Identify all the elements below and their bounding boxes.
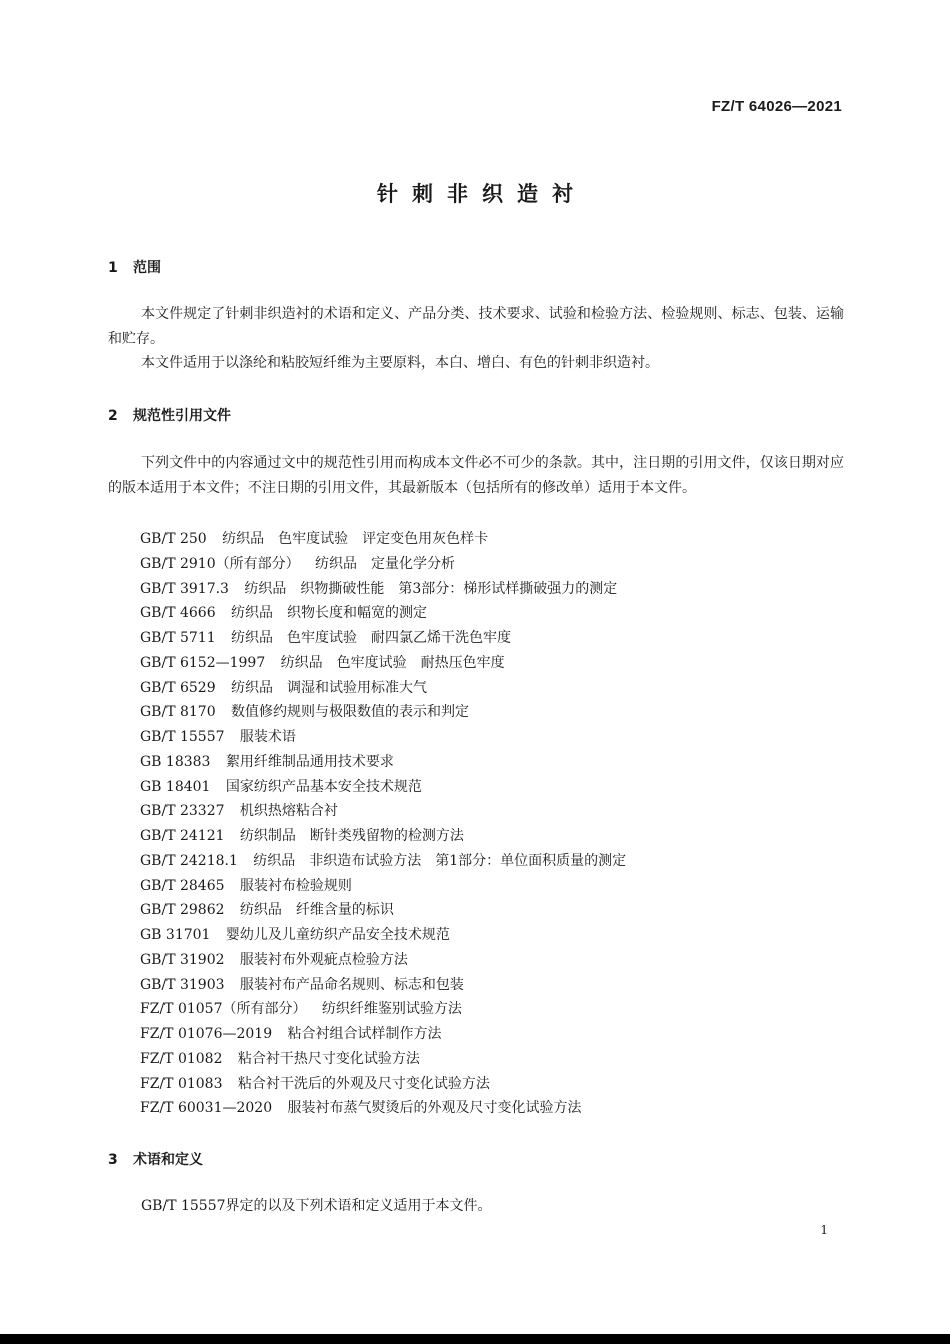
reference-item	[140, 973, 626, 998]
reference-code: GB/T 6529	[140, 679, 216, 696]
terms-intro-paragraph: GB/T 15557界定的以及下列术语和定义适用于本文件。	[141, 1198, 492, 1214]
reference-item	[140, 898, 626, 923]
reference-item	[140, 1047, 626, 1072]
reference-title: 纺织品 定量化学分析	[315, 555, 455, 572]
reference-item	[140, 601, 626, 626]
reference-item	[140, 725, 626, 750]
document-title: 针刺非织造衬	[377, 182, 587, 206]
reference-code: GB/T 2910（所有部分）	[140, 555, 300, 572]
reference-code: FZ/T 01057（所有部分）	[140, 1001, 307, 1018]
reference-code: GB/T 29862	[140, 902, 225, 919]
reference-title: 服装衬布检验规则	[239, 877, 352, 894]
reference-title: 纺织品 织物撕破性能 第3部分：梯形试样撕破强力的测定	[244, 580, 618, 597]
reference-code: GB 18401	[140, 778, 211, 795]
reference-title: 服装衬布产品命名规则、标志和包装	[239, 976, 464, 993]
scope-paragraph-2: 本文件适用于以涤纶和粘胶短纤维为主要原料，本白、增白、有色的针刺非织造衬。	[141, 355, 659, 371]
reference-item	[140, 874, 626, 899]
reference-code: GB/T 28465	[140, 877, 225, 894]
reference-item	[140, 626, 626, 651]
reference-title: 纺织纤维鉴别试验方法	[321, 1001, 462, 1018]
reference-title: 数值修约规则与极限数值的表示和判定	[231, 704, 469, 721]
reference-item	[140, 1072, 626, 1097]
reference-title: 婴幼儿及儿童纺织产品安全技术规范	[225, 927, 450, 943]
reference-code: FZ/T 60031—2020	[140, 1100, 273, 1117]
reference-code: FZ/T 01083	[140, 1075, 223, 1092]
page-number: 1	[820, 1223, 828, 1237]
section-number: 2	[108, 408, 118, 424]
reference-code: GB/T 5711	[140, 630, 216, 646]
reference-code: GB/T 31902	[140, 951, 225, 968]
reference-title: 纺织品 色牢度试验 评定变色用灰色样卡	[222, 531, 489, 547]
bottom-border	[0, 1334, 950, 1344]
reference-item	[140, 527, 626, 552]
reference-code: GB/T 4666	[140, 605, 216, 622]
reference-code: FZ/T 01076—2019	[140, 1026, 273, 1042]
reference-title: 纺织品 织物长度和幅宽的测定	[231, 605, 427, 622]
section-number: 1	[108, 260, 118, 276]
reference-item	[140, 676, 626, 701]
reference-item	[140, 948, 626, 973]
section-title: 规范性引用文件	[133, 408, 231, 424]
reference-title: 纺织品 调湿和试验用标准大气	[231, 679, 427, 696]
reference-code: GB/T 24218.1	[140, 852, 238, 869]
reference-item	[140, 1096, 626, 1121]
reference-title: 纺织制品 断针类残留物的检测方法	[239, 828, 464, 844]
reference-item	[140, 775, 626, 800]
reference-item	[140, 799, 626, 824]
reference-code: GB 31701	[140, 927, 211, 943]
reference-title: 纺织品 非织造布试验方法 第1部分：单位面积质量的测定	[253, 852, 627, 869]
reference-item	[140, 750, 626, 775]
reference-item	[140, 577, 626, 602]
reference-code: GB/T 8170	[140, 704, 216, 721]
reference-title: 纺织品 纤维含量的标识	[239, 902, 394, 919]
reference-title: 国家纺织产品基本安全技术规范	[225, 778, 422, 795]
scope-paragraph-1: 本文件规定了针刺非织造衬的术语和定义、产品分类、技术要求、试验和检验方法、检验规则、标志、包装、运输和贮存。	[108, 306, 844, 347]
section-number: 3	[108, 1152, 118, 1168]
reference-code: GB/T 3917.3	[140, 580, 229, 597]
section-title: 范围	[133, 260, 161, 276]
reference-item	[140, 849, 626, 874]
reference-item	[140, 923, 626, 948]
reference-code: GB/T 6152—1997	[140, 654, 266, 671]
reference-list	[140, 527, 626, 1121]
reference-code: FZ/T 01082	[140, 1050, 223, 1067]
reference-code: GB/T 23327	[140, 803, 225, 820]
reference-code: GB/T 250	[140, 531, 207, 547]
reference-title: 絮用纤维制品通用技术要求	[225, 753, 394, 770]
document-code: FZ/T 64026—2021	[711, 98, 842, 115]
reference-title: 纺织品 色牢度试验 耐四氯乙烯干洗色牢度	[231, 630, 511, 646]
reference-item	[140, 824, 626, 849]
reference-title: 粘合衬组合试样制作方法	[287, 1026, 442, 1042]
section-3-heading	[108, 1149, 203, 1169]
reference-item	[140, 651, 626, 676]
reference-title: 服装衬布蒸气熨烫后的外观及尺寸变化试验方法	[287, 1100, 582, 1117]
section-title: 术语和定义	[133, 1152, 203, 1168]
reference-title: 服装术语	[239, 729, 296, 745]
reference-title: 服装衬布外观疵点检验方法	[239, 951, 408, 968]
reference-item	[140, 552, 626, 577]
reference-code: GB/T 31903	[140, 976, 225, 993]
section-2-heading	[108, 405, 231, 425]
reference-code: GB 18383	[140, 753, 211, 770]
reference-code: GB/T 24121	[140, 828, 225, 844]
reference-title: 粘合衬干热尺寸变化试验方法	[237, 1050, 420, 1067]
normative-references-intro: 下列文件中的内容通过文中的规范性引用而构成本文件必不可少的条款。其中，注日期的引用文件，仅该日期对应的版本适用于本文件；不注日期的引用文件，其最新版本（包括所有的修改单）适用于本文件。	[108, 455, 844, 496]
reference-title: 粘合衬干洗后的外观及尺寸变化试验方法	[237, 1075, 490, 1092]
reference-item	[140, 700, 626, 725]
reference-item	[140, 997, 626, 1022]
reference-code: GB/T 15557	[140, 729, 225, 745]
reference-title: 纺织品 色牢度试验 耐热压色牢度	[280, 654, 505, 671]
reference-item	[140, 1022, 626, 1047]
section-1-heading	[108, 257, 161, 277]
reference-title: 机织热熔粘合衬	[239, 803, 338, 820]
